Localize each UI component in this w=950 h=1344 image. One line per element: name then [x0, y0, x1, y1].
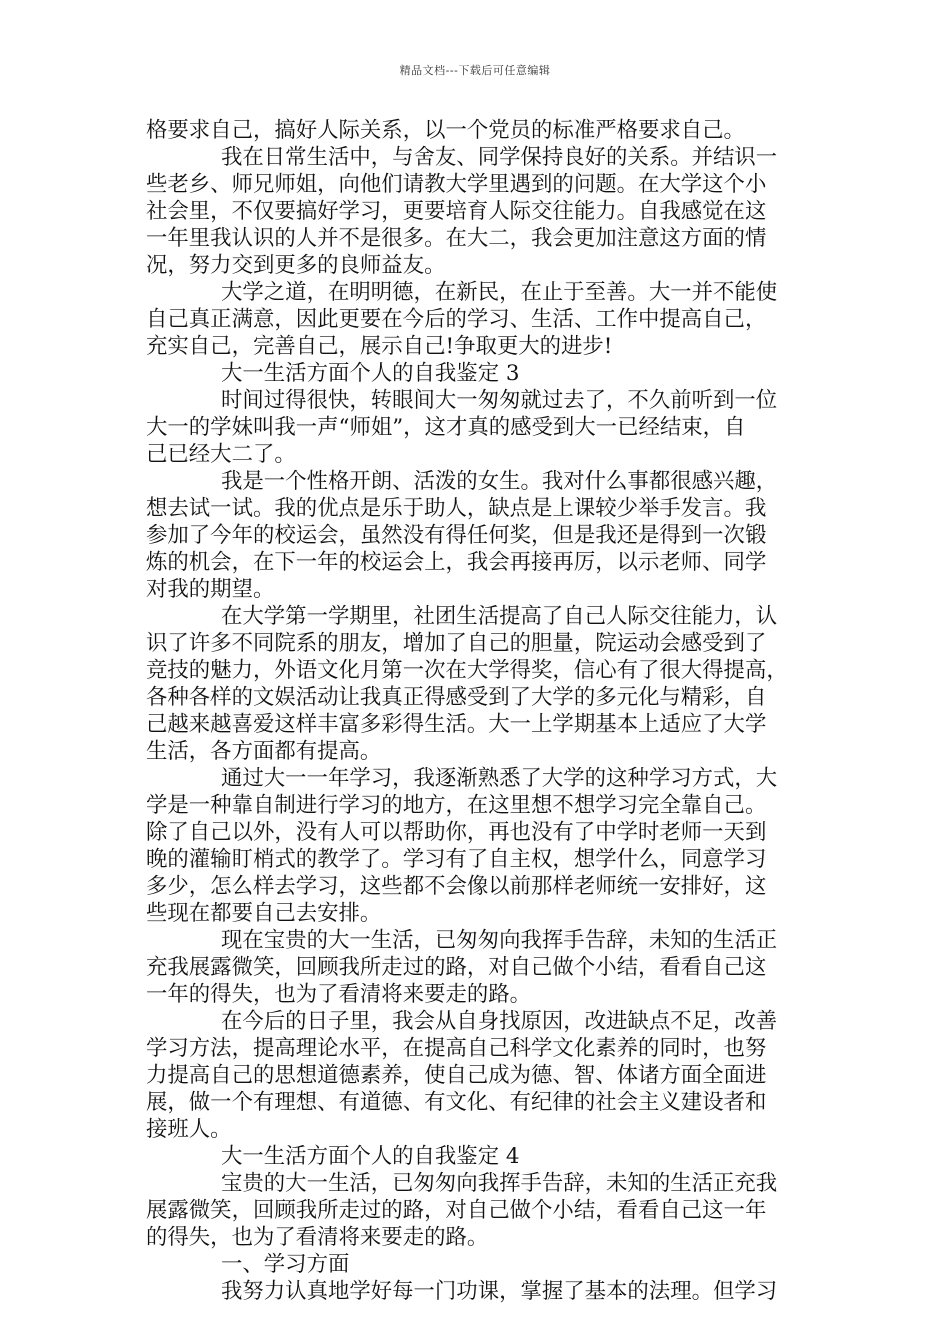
paragraph-first-line: 我努力认真地学好每一门功课，掌握了基本的法理。但学习	[221, 1279, 778, 1304]
paragraph-first-line: 我在日常生活中，与舍友、同学保持良好的关系。并结识一	[221, 145, 778, 170]
text-line: 自己真正满意，因此更要在今后的学习、生活、工作中提高自己，	[146, 307, 767, 332]
text-line: 充我展露微笑，回顾我所走过的路，对自己做个小结，看看自己这	[146, 955, 767, 980]
paragraph-first-line: 现在宝贵的大一生活，已匆匆向我挥手告辞，未知的生活正	[221, 928, 778, 953]
text-line: 力提高自己的思想道德素养，使自己成为德、智、体诸方面全面进	[146, 1063, 767, 1088]
paragraph-first-line: 宝贵的大一生活，已匆匆向我挥手告辞，未知的生活正充我	[221, 1171, 778, 1196]
text-line: 学是一种靠自制进行学习的地方，在这里想不想学习完全靠自己。	[146, 793, 767, 818]
text-line: 除了自己以外，没有人可以帮助你，再也没有了中学时老师一天到	[146, 820, 767, 845]
text-line: 的得失，也为了看清将来要走的路。	[146, 1225, 489, 1250]
text-line: 参加了今年的校运会，虽然没有得任何奖，但是我还是得到一次锻	[146, 523, 767, 548]
paragraph-first-line: 在大学第一学期里，社团生活提高了自己人际交往能力，认	[221, 604, 778, 629]
subsection-heading: 一、学习方面	[221, 1252, 350, 1277]
text-line: 些老乡、师兄师姐，向他们请教大学里遇到的问题。在大学这个小	[146, 172, 767, 197]
text-line: 生活，各方面都有提高。	[146, 739, 382, 764]
text-line: 晚的灌输盯梢式的教学了。学习有了自主权，想学什么，同意学习	[146, 847, 767, 872]
paragraph-first-line: 在今后的日子里，我会从自身找原因，改进缺点不足，改善	[221, 1009, 778, 1034]
text-line: 些现在都要自己去安排。	[146, 901, 382, 926]
text-line: 各种各样的文娱活动让我真正得感受到了大学的多元化与精彩，自	[146, 685, 767, 710]
paragraph-first-line: 通过大一一年学习，我逐渐熟悉了大学的这种学习方式，大	[221, 766, 778, 791]
text-line: 己已经大二了。	[146, 442, 296, 467]
text-line: 一年里我认识的人并不是很多。在大二，我会更加注意这方面的情	[146, 226, 767, 251]
text-line: 大一的学妹叫我一声“师姐”，这才真的感受到大一已经结束，自	[146, 415, 746, 440]
page-header: 精品文档---下载后可任意编辑	[399, 64, 551, 77]
text-line: 识了许多不同院系的朋友，增加了自己的胆量，院运动会感受到了	[146, 631, 767, 656]
text-line: 竞技的魅力，外语文化月第一次在大学得奖，信心有了很大得提高，	[146, 658, 788, 683]
text-line: 接班人。	[146, 1117, 232, 1142]
text-line: 展，做一个有理想、有道德、有文化、有纪律的社会主义建设者和	[146, 1090, 767, 1115]
text-line: 多少，怎么样去学习，这些都不会像以前那样老师统一安排好，这	[146, 874, 767, 899]
text-line: 想去试一试。我的优点是乐于助人，缺点是上课较少举手发言。我	[146, 496, 767, 521]
text-line: 己越来越喜爱这样丰富多彩得生活。大一上学期基本上适应了大学	[146, 712, 767, 737]
text-line: 况，努力交到更多的良师益友。	[146, 253, 446, 278]
text-line: 对我的期望。	[146, 577, 275, 602]
text-line: 学习方法，提高理论水平，在提高自己科学文化素养的同时，也努	[146, 1036, 767, 1061]
section-heading: 大一生活方面个人的自我鉴定 4	[221, 1144, 520, 1169]
paragraph-first-line: 时间过得很快，转眼间大一匆匆就过去了，不久前听到一位	[221, 388, 778, 413]
text-line: 炼的机会，在下一年的校运会上，我会再接再厉，以示老师、同学	[146, 550, 767, 575]
text-line: 展露微笑，回顾我所走过的路，对自己做个小结，看看自己这一年	[146, 1198, 767, 1223]
paragraph-first-line: 大学之道，在明明德，在新民，在止于至善。大一并不能使	[221, 280, 778, 305]
text-line: 一年的得失，也为了看清将来要走的路。	[146, 982, 532, 1007]
paragraph-first-line: 我是一个性格开朗、活泼的女生。我对什么事都很感兴趣，	[221, 469, 778, 494]
text-line: 格要求自己，搞好人际关系，以一个党员的标准严格要求自己。	[146, 118, 745, 143]
text-line: 社会里，不仅要搞好学习，更要培育人际交往能力。自我感觉在这	[146, 199, 767, 224]
text-line: 充实自己，完善自己，展示自己!争取更大的进步!	[146, 334, 613, 359]
section-heading: 大一生活方面个人的自我鉴定 3	[221, 361, 520, 386]
